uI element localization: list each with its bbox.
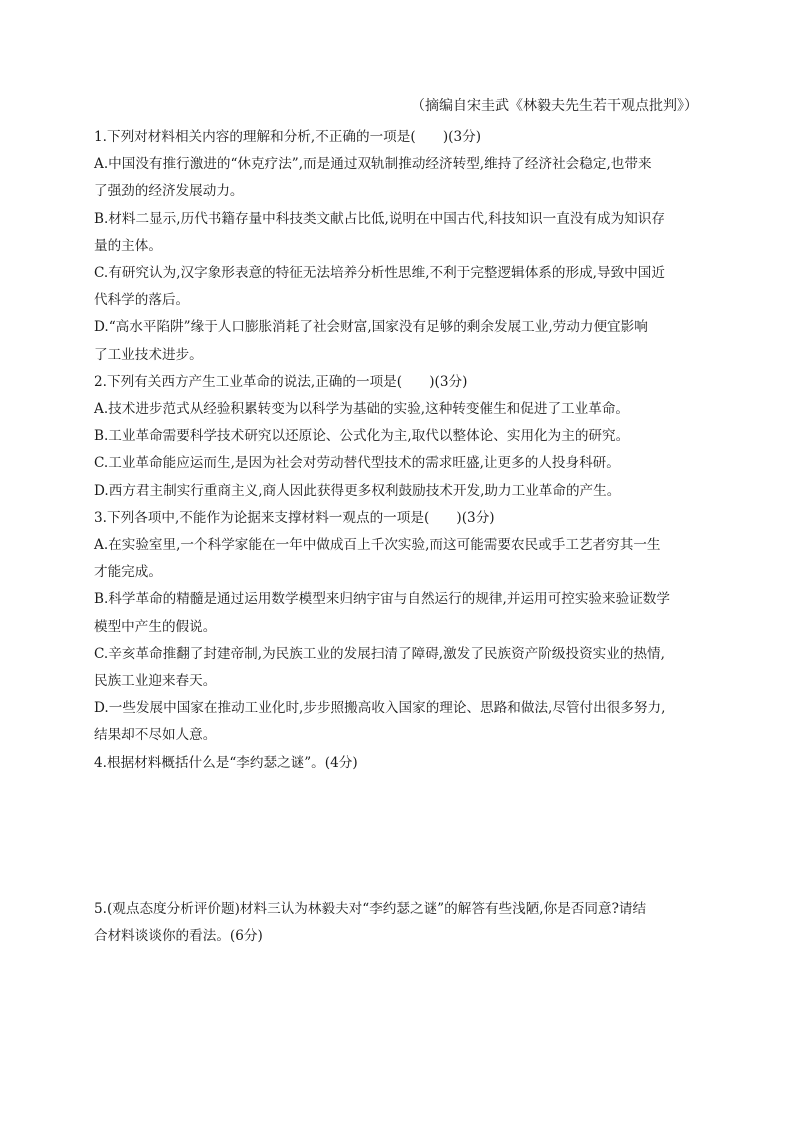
q1-option-d-line2: 了工业技术进步。 [94, 346, 203, 363]
q3-option-c-line2: 民族工业迎来春天。 [94, 673, 217, 690]
q2-option-a: A.技术进步范式从经验积累转变为以科学为基础的实验,这种转变催生和促进了工业革命。 [94, 401, 630, 418]
question-list [94, 124, 702, 950]
q1-option-c-line1: C.有研究认为,汉字象形表意的特征无法培养分析性思维,不利于完整逻辑体系的形成,导致中国近 [94, 265, 665, 282]
q1-option-b-line2: 量的主体。 [94, 237, 162, 254]
q3-option-b-line1: B.科学革命的精髓是通过运用数学模型来归纳宇宙与自然运行的规律,并运用可控实验来验证数学 [94, 591, 670, 608]
q4-answer-space [94, 777, 702, 896]
q2-stem: 2.下列有关西方产生工业革命的说法,正确的一项是( )(3分) [94, 373, 468, 390]
q1-option-a-line1: A.中国没有推行激进的“休克疗法”,而是通过双轨制推动经济转型,维持了经济社会稳定,也带来 [94, 156, 652, 173]
q2-option-b: B.工业革命需要科学技术研究以还原论、公式化为主,取代以整体论、实用化为主的研究。 [94, 428, 630, 445]
q1-option-d-line1: D.“高水平陷阱”缘于人口膨胀消耗了社会财富,国家没有足够的剩余发展工业,劳动力便宜影响 [94, 319, 648, 336]
q1-option-c-line2: 代科学的落后。 [94, 292, 190, 309]
q3-option-b-line2: 模型中产生的假说。 [94, 618, 217, 635]
q3-option-a-line1: A.在实验室里,一个科学家能在一年中做成百上千次实验,而这可能需要农民或手工艺者穷其一生 [94, 537, 661, 554]
q5-stem-line2: 合材料谈谈你的看法。(6分) [94, 928, 263, 945]
q2-option-c: C.工业革命能应运而生,是因为社会对劳动替代型技术的需求旺盛,让更多的人投身科研。 [94, 455, 620, 472]
q1-option-a-line2: 了强劲的经济发展动力。 [94, 183, 244, 200]
q1-stem: 1.下列对材料相关内容的理解和分析,不正确的一项是( )(3分) [94, 129, 481, 145]
q1-option-b-line1: B.材料二显示,历代书籍存量中科技类文献占比低,说明在中国古代,科技知识一直没有成为知识存 [94, 210, 666, 227]
q2-option-d: D.西方君主制实行重商主义,商人因此获得更多权利鼓励技术开发,助力工业革命的产生。 [94, 482, 621, 499]
q3-option-c-line1: C.辛亥革命推翻了封建帝制,为民族工业的发展扫清了障碍,激发了民族资产阶级投资实业的热情, [94, 645, 665, 662]
q3-option-d-line2: 结果却不尽如人意。 [94, 727, 217, 744]
source-citation: （摘编自宋圭武《林毅夫先生若干观点批判》） [411, 98, 698, 114]
q3-stem: 3.下列各项中,不能作为论据来支撑材料一观点的一项是( )(3分) [94, 509, 495, 526]
q3-option-d-line1: D.一些发展中国家在推动工业化时,步步照搬高收入国家的理论、思路和做法,尽管付出很多努力, [94, 700, 666, 717]
q3-option-a-line2: 才能完成。 [94, 564, 162, 581]
q4-stem: 4.根据材料概括什么是“李约瑟之谜”。(4分) [94, 754, 358, 771]
q5-stem-line1: 5.(观点态度分析评价题)材料三认为林毅夫对“李约瑟之谜”的解答有些浅陋,你是否同意?请结 [94, 900, 647, 917]
